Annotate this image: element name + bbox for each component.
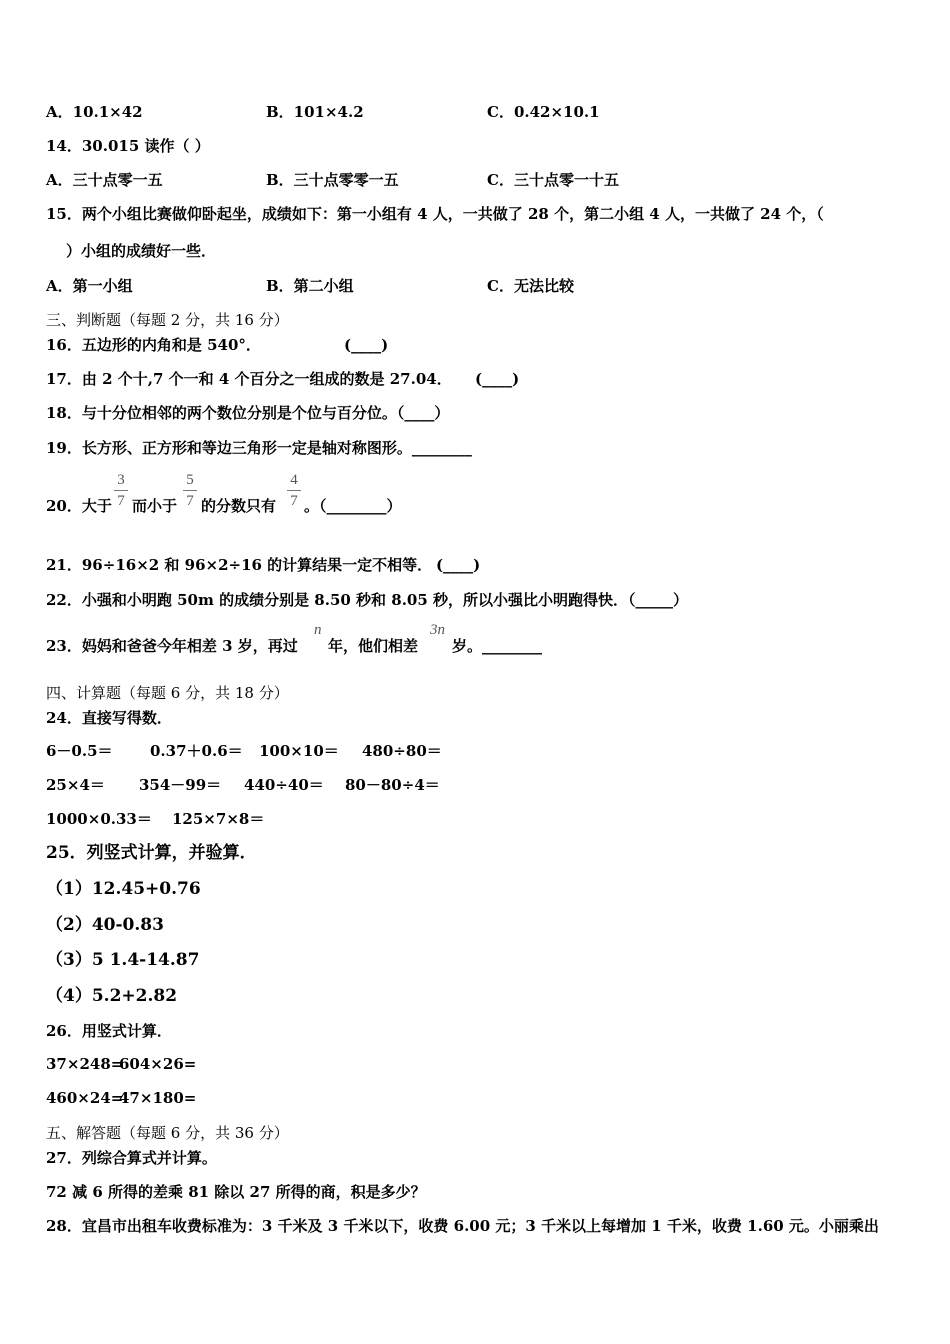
q25-item-2: （2）40-0.83 — [46, 915, 164, 935]
q20-fraction-1 — [114, 472, 128, 509]
q23-part1: 23．妈妈和爸爸今年相差 3 岁，再过 — [46, 637, 298, 655]
q13-option-c: C．0.42×10.1 — [487, 103, 600, 121]
q26-r2-c1: 460×24= — [46, 1089, 124, 1107]
q21-text: 21．96÷16×2 和 96×2÷16 的计算结果一定不相等． — [46, 556, 433, 574]
q14-option-c: C．三十点零一十五 — [487, 171, 619, 189]
q25-item-1: （1）12.45+0.76 — [46, 879, 201, 899]
q26-r1-c2: 604×26= — [119, 1055, 197, 1073]
q24-r1-c3: 100×10＝ — [259, 742, 339, 760]
q24-r3-c1: 1000×0.33＝ — [46, 810, 152, 828]
q16-blank: (____) — [344, 336, 389, 354]
q20-part3: 的分数只有 — [201, 497, 277, 515]
q28-text: 28．宜昌市出租车收费标准为：3 千米及 3 千米以下，收费 6.00 元；3 千米以上每增加 1 千米，收费 1.60 元。小丽乘出 — [46, 1217, 879, 1235]
q26-stem: 26．用竖式计算． — [46, 1022, 172, 1040]
q13-option-a: A．10.1×42 — [46, 103, 143, 121]
q24-r1-c2: 0.37＋0.6＝ — [150, 742, 243, 760]
q20-fraction-2-den: 7 — [186, 493, 194, 509]
q25-stem: 25．列竖式计算，并验算． — [46, 843, 257, 863]
q25-item-3: （3）5 1.4-14.87 — [46, 950, 200, 970]
q20-fraction-1-num: 3 — [117, 472, 125, 488]
q23-part2: 年，他们相差 — [328, 637, 419, 655]
q19-text: 19．长方形、正方形和等边三角形一定是轴对称图形。________ — [46, 439, 472, 457]
q15-line2: ）小组的成绩好一些． — [66, 242, 217, 260]
q24-r2-c3: 440÷40＝ — [244, 776, 324, 794]
q16-text: 16．五边形的内角和是 540°． — [46, 336, 261, 354]
q24-r2-c4: 80－80÷4＝ — [345, 776, 440, 794]
q23-var-n: n — [314, 622, 322, 638]
q13-option-b: B．101×4.2 — [266, 103, 364, 121]
q20-part1: 20．大于 — [46, 497, 112, 515]
q24-r1-c4: 480÷80＝ — [362, 742, 442, 760]
q18-text: 18．与十分位相邻的两个数位分别是个位与百分位。（____） — [46, 404, 450, 422]
q27-stem: 27．列综合算式并计算。 — [46, 1149, 217, 1167]
q27-text: 72 减 6 所得的差乘 81 除以 27 所得的商，积是多少？ — [46, 1183, 426, 1201]
q24-r2-c1: 25×4＝ — [46, 776, 105, 794]
q26-r2-c2: 47×180= — [119, 1089, 197, 1107]
q20-fraction-3-den: 7 — [290, 493, 298, 509]
q14-stem: 14．30.015 读作（ ） — [46, 137, 210, 155]
q24-r2-c2: 354－99＝ — [139, 776, 222, 794]
q24-r1-c1: 6－0.5＝ — [46, 742, 113, 760]
q15-option-a: A．第一小组 — [46, 277, 133, 295]
q23-var-3n: 3n — [430, 622, 445, 638]
q23-part3: 岁。________ — [452, 637, 543, 655]
q20-part2: 而小于 — [132, 497, 178, 515]
q20-fraction-3 — [287, 472, 301, 509]
q20-fraction-2-num: 5 — [186, 472, 194, 488]
q17-text: 17．由 2 个十,7 个一和 4 个百分之一组成的数是 27.04． — [46, 370, 452, 388]
q20-fraction-2 — [183, 472, 197, 509]
q21-blank: (____) — [436, 556, 481, 574]
q15-line1: 15．两个小组比赛做仰卧起坐，成绩如下：第一小组有 4 人，一共做了 28 个，第二小组 4 人，一共做了 24 个，（ — [46, 205, 824, 223]
q15-option-c: C．无法比较 — [487, 277, 574, 295]
q25-item-4: （4）5.2+2.82 — [46, 986, 178, 1006]
q20-fraction-1-den: 7 — [117, 493, 125, 509]
q14-option-a: A．三十点零一五 — [46, 171, 163, 189]
q26-r1-c1: 37×248= — [46, 1055, 124, 1073]
q22-text: 22．小强和小明跑 50m 的成绩分别是 8.50 秒和 8.05 秒，所以小强比小明跑得快．（_____） — [46, 591, 689, 609]
section-5-heading: 五、解答题（每题 6 分，共 36 分） — [46, 1124, 289, 1142]
q24-r3-c2: 125×7×8＝ — [172, 810, 265, 828]
section-4-heading: 四、计算题（每题 6 分，共 18 分） — [46, 684, 289, 702]
q20-part4: 。（________） — [304, 497, 402, 515]
q17-blank: (____) — [475, 370, 520, 388]
q14-option-b: B．三十点零零一五 — [266, 171, 399, 189]
q20-fraction-3-num: 4 — [290, 472, 298, 488]
q15-option-b: B．第二小组 — [266, 277, 354, 295]
q24-stem: 24．直接写得数． — [46, 709, 172, 727]
section-3-heading: 三、判断题（每题 2 分，共 16 分） — [46, 311, 289, 329]
